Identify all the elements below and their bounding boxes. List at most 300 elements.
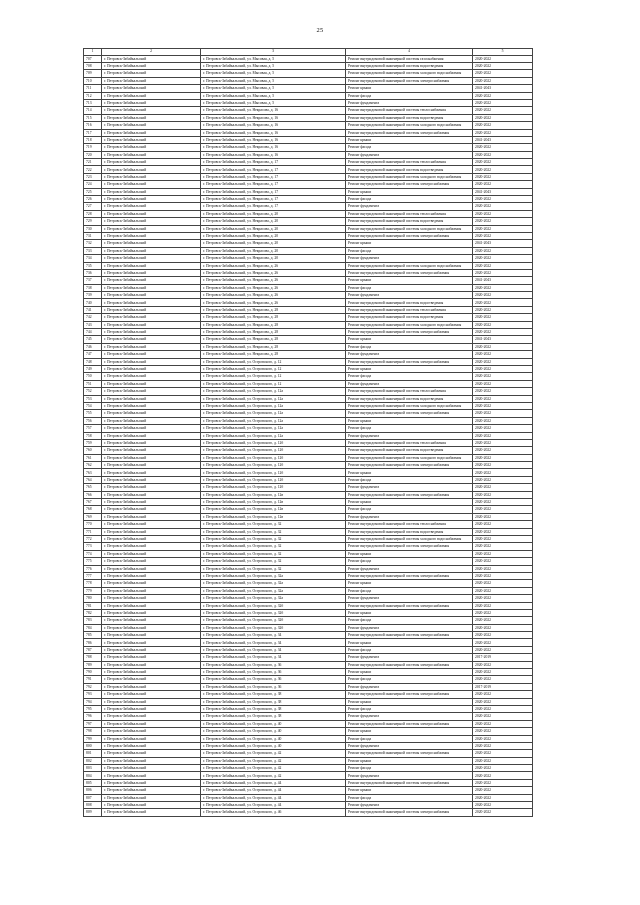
row-number-cell: 762: [84, 462, 102, 469]
address-cell: г. Петровск-Забайкальский, ул. Некрасова, д. 28: [201, 321, 346, 328]
address-cell: г. Петровск-Забайкальский, ул. Островского, д. 12а: [201, 395, 346, 402]
row-number-cell: 801: [84, 750, 102, 757]
table-row: [84, 181, 533, 188]
address-cell: г. Петровск-Забайкальский, ул. Некрасова, д. 20: [201, 247, 346, 254]
address-cell: г. Петровск-Забайкальский, ул. Некрасова, д. 20: [201, 255, 346, 262]
address-cell: г. Петровск-Забайкальский, ул. Островского, д. 12в: [201, 499, 346, 506]
period-cell: 2020-2022: [473, 639, 533, 646]
address-cell: г. Петровск-Забайкальский, ул. Островского, д. 34: [201, 646, 346, 653]
period-cell: 2020-2022: [473, 565, 533, 572]
row-number-cell: 796: [84, 713, 102, 720]
work-type-cell: Ремонт внутридомовой инженерной системы электроснабжения: [346, 129, 473, 136]
table-row: [84, 550, 533, 557]
table-row: [84, 306, 533, 313]
work-type-cell: Ремонт фасада: [346, 373, 473, 380]
municipality-cell: г. Петровск-Забайкальский: [102, 181, 201, 188]
row-number-cell: 757: [84, 425, 102, 432]
work-type-cell: Ремонт внутридомовой инженерной системы электроснабжения: [346, 632, 473, 639]
address-cell: г. Петровск-Забайкальский, ул. Мысовая, д. 5: [201, 70, 346, 77]
address-cell: г. Петровск-Забайкальский, ул. Островского, д. 44: [201, 794, 346, 801]
table-row: [84, 247, 533, 254]
period-cell: 2020-2022: [473, 351, 533, 358]
column-header-address: 3: [201, 49, 346, 56]
municipality-cell: г. Петровск-Забайкальский: [102, 528, 201, 535]
work-type-cell: Ремонт внутридомовой инженерной системы теплоснабжения: [346, 210, 473, 217]
address-cell: г. Петровск-Забайкальский, ул. Островского, д. 46: [201, 809, 346, 816]
work-type-cell: Ремонт внутридомовой инженерной системы водоотведения: [346, 62, 473, 69]
work-type-cell: Ремонт внутридомовой инженерной системы теплоснабжения: [346, 306, 473, 313]
municipality-cell: г. Петровск-Забайкальский: [102, 484, 201, 491]
work-type-cell: Ремонт крыши: [346, 188, 473, 195]
work-type-cell: Ремонт крыши: [346, 698, 473, 705]
period-cell: 2020-2022: [473, 469, 533, 476]
period-cell: 2020-2022: [473, 454, 533, 461]
municipality-cell: г. Петровск-Забайкальский: [102, 720, 201, 727]
period-cell: 2020-2022: [473, 728, 533, 735]
period-cell: 2020-2022: [473, 558, 533, 565]
table-row: [84, 683, 533, 690]
municipality-cell: г. Петровск-Забайкальский: [102, 255, 201, 262]
work-type-cell: Ремонт внутридомовой инженерной системы холодного водоснабжения: [346, 535, 473, 542]
address-cell: г. Петровск-Забайкальский, ул. Островского, д. 12б: [201, 484, 346, 491]
row-number-cell: 791: [84, 676, 102, 683]
period-cell: 2017-2019: [473, 654, 533, 661]
period-cell: 2020-2022: [473, 306, 533, 313]
work-type-cell: Ремонт фасада: [346, 617, 473, 624]
row-number-cell: 779: [84, 587, 102, 594]
row-number-cell: 755: [84, 410, 102, 417]
address-cell: г. Петровск-Забайкальский, ул. Некрасова, д. 28: [201, 351, 346, 358]
address-cell: г. Петровск-Забайкальский, ул. Некрасова, д. 26: [201, 269, 346, 276]
row-number-cell: 723: [84, 173, 102, 180]
period-cell: 2020-2022: [473, 765, 533, 772]
period-cell: 2041-2043: [473, 240, 533, 247]
work-type-cell: Ремонт фундамента: [346, 683, 473, 690]
address-cell: г. Петровск-Забайкальский, ул. Островского, д. 12б: [201, 469, 346, 476]
period-cell: 2020-2022: [473, 676, 533, 683]
period-cell: 2020-2022: [473, 166, 533, 173]
row-number-cell: 720: [84, 151, 102, 158]
work-type-cell: Ремонт фундамента: [346, 513, 473, 520]
work-type-cell: Ремонт внутридомовой инженерной системы электроснабжения: [346, 750, 473, 757]
municipality-cell: г. Петровск-Забайкальский: [102, 351, 201, 358]
municipality-cell: г. Петровск-Забайкальский: [102, 388, 201, 395]
address-cell: г. Петровск-Забайкальский, ул. Некрасова, д. 20: [201, 232, 346, 239]
municipality-cell: г. Петровск-Забайкальский: [102, 62, 201, 69]
address-cell: г. Петровск-Забайкальский, ул. Островского, д. 44: [201, 787, 346, 794]
work-type-cell: Ремонт внутридомовой инженерной системы водоотведения: [346, 114, 473, 121]
row-number-cell: 765: [84, 484, 102, 491]
work-type-cell: Ремонт крыши: [346, 728, 473, 735]
row-number-cell: 710: [84, 77, 102, 84]
table-row: [84, 159, 533, 166]
period-cell: 2020-2022: [473, 735, 533, 742]
municipality-cell: г. Петровск-Забайкальский: [102, 661, 201, 668]
work-type-cell: Ремонт фундамента: [346, 292, 473, 299]
work-type-cell: Ремонт крыши: [346, 639, 473, 646]
row-number-cell: 759: [84, 439, 102, 446]
municipality-cell: г. Петровск-Забайкальский: [102, 632, 201, 639]
address-cell: г. Петровск-Забайкальский, ул. Островского, д. 32а: [201, 572, 346, 579]
address-cell: г. Петровск-Забайкальский, ул. Островского, д. 42: [201, 750, 346, 757]
row-number-cell: 726: [84, 196, 102, 203]
table-row: [84, 62, 533, 69]
address-cell: г. Петровск-Забайкальский, ул. Некрасова, д. 17: [201, 196, 346, 203]
work-type-cell: Ремонт внутридомовой инженерной системы холодного водоснабжения: [346, 70, 473, 77]
municipality-cell: г. Петровск-Забайкальский: [102, 521, 201, 528]
work-type-cell: Ремонт внутридомовой инженерной системы газоснабжения: [346, 55, 473, 62]
period-cell: 2020-2022: [473, 447, 533, 454]
work-type-cell: Ремонт фундамента: [346, 380, 473, 387]
row-number-cell: 738: [84, 284, 102, 291]
row-number-cell: 712: [84, 92, 102, 99]
work-type-cell: Ремонт внутридомовой инженерной системы электроснабжения: [346, 572, 473, 579]
work-type-cell: Ремонт фундамента: [346, 713, 473, 720]
table-row: [84, 469, 533, 476]
municipality-cell: г. Петровск-Забайкальский: [102, 513, 201, 520]
address-cell: г. Петровск-Забайкальский, ул. Островского, д. 32: [201, 535, 346, 542]
row-number-cell: 733: [84, 247, 102, 254]
work-type-cell: Ремонт фасада: [346, 794, 473, 801]
municipality-cell: г. Петровск-Забайкальский: [102, 639, 201, 646]
municipality-cell: г. Петровск-Забайкальский: [102, 99, 201, 106]
municipality-cell: г. Петровск-Забайкальский: [102, 757, 201, 764]
row-number-cell: 761: [84, 454, 102, 461]
period-cell: 2020-2022: [473, 218, 533, 225]
work-type-cell: Ремонт фундамента: [346, 432, 473, 439]
work-type-cell: Ремонт фундамента: [346, 742, 473, 749]
period-cell: 2020-2022: [473, 92, 533, 99]
table-row: [84, 499, 533, 506]
row-number-cell: 792: [84, 683, 102, 690]
address-cell: г. Петровск-Забайкальский, ул. Островского, д. 32: [201, 565, 346, 572]
period-cell: 2020-2022: [473, 521, 533, 528]
address-cell: г. Петровск-Забайкальский, ул. Островского, д. 12: [201, 373, 346, 380]
work-type-cell: Ремонт внутридомовой инженерной системы электроснабжения: [346, 329, 473, 336]
work-type-cell: Ремонт фундамента: [346, 654, 473, 661]
municipality-cell: г. Петровск-Забайкальский: [102, 624, 201, 631]
period-cell: 2020-2022: [473, 617, 533, 624]
period-cell: 2041-2043: [473, 85, 533, 92]
column-header-period: 5: [473, 49, 533, 56]
table-row: [84, 395, 533, 402]
address-cell: г. Петровск-Забайкальский, ул. Островского, д. 32а: [201, 580, 346, 587]
work-type-cell: Ремонт крыши: [346, 417, 473, 424]
table-row: [84, 196, 533, 203]
period-cell: 2020-2022: [473, 506, 533, 513]
row-number-cell: 760: [84, 447, 102, 454]
row-number-cell: 773: [84, 543, 102, 550]
row-number-cell: 725: [84, 188, 102, 195]
address-cell: г. Петровск-Забайкальский, ул. Островского, д. 12б: [201, 447, 346, 454]
row-number-cell: 798: [84, 728, 102, 735]
municipality-cell: г. Петровск-Забайкальский: [102, 358, 201, 365]
row-number-cell: 806: [84, 787, 102, 794]
municipality-cell: г. Петровск-Забайкальский: [102, 580, 201, 587]
municipality-cell: г. Петровск-Забайкальский: [102, 794, 201, 801]
municipality-cell: г. Петровск-Забайкальский: [102, 173, 201, 180]
municipality-cell: г. Петровск-Забайкальский: [102, 402, 201, 409]
work-type-cell: Ремонт фасада: [346, 765, 473, 772]
period-cell: 2020-2022: [473, 462, 533, 469]
work-type-cell: Ремонт внутридомовой инженерной системы водоотведения: [346, 218, 473, 225]
work-type-cell: Ремонт внутридомовой инженерной системы электроснабжения: [346, 661, 473, 668]
period-cell: 2020-2022: [473, 159, 533, 166]
address-cell: г. Петровск-Забайкальский, ул. Некрасова, д. 28: [201, 343, 346, 350]
address-cell: г. Петровск-Забайкальский, ул. Некрасова, д. 17: [201, 181, 346, 188]
address-cell: г. Петровск-Забайкальский, ул. Островского, д. 40: [201, 742, 346, 749]
address-cell: г. Петровск-Забайкальский, ул. Островского, д. 12в: [201, 491, 346, 498]
work-type-cell: Ремонт крыши: [346, 336, 473, 343]
row-number-cell: 777: [84, 572, 102, 579]
period-cell: 2020-2022: [473, 321, 533, 328]
address-cell: г. Петровск-Забайкальский, ул. Островского, д. 38: [201, 691, 346, 698]
address-cell: г. Петровск-Забайкальский, ул. Некрасова, д. 28: [201, 336, 346, 343]
row-number-cell: 790: [84, 669, 102, 676]
address-cell: г. Петровск-Забайкальский, ул. Некрасова, д. 16: [201, 136, 346, 143]
address-cell: г. Петровск-Забайкальский, ул. Островского, д. 32б: [201, 624, 346, 631]
row-number-cell: 802: [84, 757, 102, 764]
municipality-cell: г. Петровск-Забайкальский: [102, 188, 201, 195]
row-number-cell: 800: [84, 742, 102, 749]
table-row: [84, 55, 533, 62]
table-row: [84, 646, 533, 653]
municipality-cell: г. Петровск-Забайкальский: [102, 269, 201, 276]
period-cell: 2020-2022: [473, 543, 533, 550]
municipality-cell: г. Петровск-Забайкальский: [102, 447, 201, 454]
municipality-cell: г. Петровск-Забайкальский: [102, 196, 201, 203]
period-cell: 2020-2022: [473, 632, 533, 639]
work-type-cell: Ремонт внутридомовой инженерной системы теплоснабжения: [346, 107, 473, 114]
municipality-cell: г. Петровск-Забайкальский: [102, 765, 201, 772]
row-number-cell: 709: [84, 70, 102, 77]
work-type-cell: Ремонт фасада: [346, 676, 473, 683]
address-cell: г. Петровск-Забайкальский, ул. Островского, д. 32: [201, 543, 346, 550]
period-cell: 2041-2043: [473, 188, 533, 195]
period-cell: 2020-2022: [473, 380, 533, 387]
address-cell: г. Петровск-Забайкальский, ул. Островского, д. 12: [201, 366, 346, 373]
period-cell: 2020-2022: [473, 425, 533, 432]
municipality-cell: г. Петровск-Забайкальский: [102, 144, 201, 151]
table-row: [84, 136, 533, 143]
column-header-work-type: 4: [346, 49, 473, 56]
municipality-cell: г. Петровск-Забайкальский: [102, 151, 201, 158]
period-cell: 2020-2022: [473, 705, 533, 712]
municipality-cell: г. Петровск-Забайкальский: [102, 669, 201, 676]
address-cell: г. Петровск-Забайкальский, ул. Некрасова, д. 20: [201, 218, 346, 225]
table-row: [84, 624, 533, 631]
row-number-cell: 781: [84, 602, 102, 609]
address-cell: г. Петровск-Забайкальский, ул. Некрасова, д. 17: [201, 188, 346, 195]
row-number-cell: 714: [84, 107, 102, 114]
table-row: [84, 720, 533, 727]
row-number-cell: 783: [84, 617, 102, 624]
table-row: [84, 240, 533, 247]
address-cell: г. Петровск-Забайкальский, ул. Островского, д. 12б: [201, 476, 346, 483]
row-number-cell: 752: [84, 388, 102, 395]
row-number-cell: 743: [84, 321, 102, 328]
period-cell: 2020-2022: [473, 77, 533, 84]
work-type-cell: Ремонт фасада: [346, 646, 473, 653]
municipality-cell: г. Петровск-Забайкальский: [102, 410, 201, 417]
period-cell: 2020-2022: [473, 269, 533, 276]
municipality-cell: г. Петровск-Забайкальский: [102, 565, 201, 572]
table-row: [84, 595, 533, 602]
table-row: [84, 794, 533, 801]
address-cell: г. Петровск-Забайкальский, ул. Островского, д. 36: [201, 661, 346, 668]
period-cell: 2020-2022: [473, 314, 533, 321]
period-cell: 2020-2022: [473, 144, 533, 151]
period-cell: 2020-2022: [473, 262, 533, 269]
municipality-cell: г. Петровск-Забайкальский: [102, 728, 201, 735]
municipality-cell: г. Петровск-Забайкальский: [102, 499, 201, 506]
municipality-cell: г. Петровск-Забайкальский: [102, 321, 201, 328]
work-type-cell: Ремонт внутридомовой инженерной системы электроснабжения: [346, 410, 473, 417]
address-cell: г. Петровск-Забайкальский, ул. Островского, д. 32а: [201, 595, 346, 602]
work-type-cell: Ремонт крыши: [346, 499, 473, 506]
work-type-cell: Ремонт фасада: [346, 587, 473, 594]
row-number-cell: 748: [84, 358, 102, 365]
work-type-cell: Ремонт крыши: [346, 757, 473, 764]
work-type-cell: Ремонт фасада: [346, 558, 473, 565]
period-cell: 2020-2022: [473, 787, 533, 794]
municipality-cell: г. Петровск-Забайкальский: [102, 439, 201, 446]
period-cell: 2020-2022: [473, 181, 533, 188]
period-cell: 2020-2022: [473, 196, 533, 203]
table-row: [84, 802, 533, 809]
table-row: [84, 380, 533, 387]
work-type-cell: Ремонт фасада: [346, 705, 473, 712]
table-row: [84, 292, 533, 299]
row-number-cell: 758: [84, 432, 102, 439]
table-row: [84, 232, 533, 239]
work-type-cell: Ремонт фасада: [346, 284, 473, 291]
table-row: [84, 639, 533, 646]
row-number-cell: 794: [84, 698, 102, 705]
row-number-cell: 739: [84, 292, 102, 299]
municipality-cell: г. Петровск-Забайкальский: [102, 225, 201, 232]
work-type-cell: Ремонт внутридомовой инженерной системы холодного водоснабжения: [346, 262, 473, 269]
address-cell: г. Петровск-Забайкальский, ул. Островского, д. 12а: [201, 425, 346, 432]
work-type-cell: Ремонт внутридомовой инженерной системы электроснабжения: [346, 809, 473, 816]
address-cell: г. Петровск-Забайкальский, ул. Островского, д. 40: [201, 735, 346, 742]
address-cell: г. Петровск-Забайкальский, ул. Островского, д. 42: [201, 765, 346, 772]
work-type-cell: Ремонт внутридомовой инженерной системы теплоснабжения: [346, 388, 473, 395]
period-cell: 2020-2022: [473, 550, 533, 557]
address-cell: г. Петровск-Забайкальский, ул. Островского, д. 32а: [201, 587, 346, 594]
address-cell: г. Петровск-Забайкальский, ул. Островского, д. 44: [201, 779, 346, 786]
address-cell: г. Петровск-Забайкальский, ул. Островского, д. 32б: [201, 617, 346, 624]
municipality-cell: г. Петровск-Забайкальский: [102, 292, 201, 299]
period-cell: 2020-2022: [473, 292, 533, 299]
work-type-cell: Ремонт крыши: [346, 609, 473, 616]
municipality-cell: г. Петровск-Забайкальский: [102, 787, 201, 794]
table-row: [84, 535, 533, 542]
table-row: [84, 129, 533, 136]
period-cell: 2020-2022: [473, 772, 533, 779]
table-row: [84, 366, 533, 373]
table-row: [84, 432, 533, 439]
work-type-cell: Ремонт внутридомовой инженерной системы теплоснабжения: [346, 521, 473, 528]
municipality-cell: г. Петровск-Забайкальский: [102, 218, 201, 225]
row-number-cell: 787: [84, 646, 102, 653]
work-type-cell: Ремонт фасада: [346, 735, 473, 742]
address-cell: г. Петровск-Забайкальский, ул. Мысовая, д. 5: [201, 62, 346, 69]
row-number-cell: 809: [84, 809, 102, 816]
table-row: [84, 491, 533, 498]
table-row: [84, 676, 533, 683]
period-cell: 2020-2022: [473, 587, 533, 594]
period-cell: 2020-2022: [473, 742, 533, 749]
address-cell: г. Петровск-Забайкальский, ул. Островского, д. 42: [201, 757, 346, 764]
row-number-cell: 804: [84, 772, 102, 779]
row-number-cell: 753: [84, 395, 102, 402]
row-number-cell: 730: [84, 225, 102, 232]
address-cell: г. Петровск-Забайкальский, ул. Некрасова, д. 20: [201, 225, 346, 232]
table-row: [84, 705, 533, 712]
row-number-cell: 728: [84, 210, 102, 217]
table-row: [84, 314, 533, 321]
period-cell: 2020-2022: [473, 580, 533, 587]
work-type-cell: Ремонт крыши: [346, 669, 473, 676]
table-row: [84, 447, 533, 454]
municipality-cell: г. Петровск-Забайкальский: [102, 683, 201, 690]
row-number-cell: 735: [84, 262, 102, 269]
period-cell: 2020-2022: [473, 373, 533, 380]
municipality-cell: г. Петровск-Забайкальский: [102, 159, 201, 166]
table-row: [84, 779, 533, 786]
address-cell: г. Петровск-Забайкальский, ул. Островского, д. 32: [201, 521, 346, 528]
row-number-cell: 744: [84, 329, 102, 336]
municipality-cell: г. Петровск-Забайкальский: [102, 617, 201, 624]
address-cell: г. Петровск-Забайкальский, ул. Островского, д. 12а: [201, 402, 346, 409]
work-type-cell: Ремонт фасада: [346, 343, 473, 350]
address-cell: г. Петровск-Забайкальский, ул. Островского, д. 12: [201, 358, 346, 365]
period-cell: 2020-2022: [473, 432, 533, 439]
address-cell: г. Петровск-Забайкальский, ул. Островского, д. 38: [201, 713, 346, 720]
row-number-cell: 776: [84, 565, 102, 572]
municipality-cell: г. Петровск-Забайкальский: [102, 742, 201, 749]
row-number-cell: 786: [84, 639, 102, 646]
table-row: [84, 284, 533, 291]
table-row: [84, 388, 533, 395]
municipality-cell: г. Петровск-Забайкальский: [102, 299, 201, 306]
work-type-cell: Ремонт крыши: [346, 136, 473, 143]
row-number-cell: 756: [84, 417, 102, 424]
period-cell: 2020-2022: [473, 669, 533, 676]
table-row: [84, 742, 533, 749]
row-number-cell: 750: [84, 373, 102, 380]
address-cell: г. Петровск-Забайкальский, ул. Мысовая, д. 5: [201, 99, 346, 106]
address-cell: г. Петровск-Забайкальский, ул. Островского, д. 12а: [201, 417, 346, 424]
work-type-cell: Ремонт фасада: [346, 425, 473, 432]
municipality-cell: г. Петровск-Забайкальский: [102, 491, 201, 498]
municipality-cell: г. Петровск-Забайкальский: [102, 240, 201, 247]
table-row: [84, 462, 533, 469]
table-row: [84, 728, 533, 735]
municipality-cell: г. Петровск-Забайкальский: [102, 462, 201, 469]
period-cell: 2020-2022: [473, 713, 533, 720]
work-type-cell: Ремонт внутридомовой инженерной системы электроснабжения: [346, 269, 473, 276]
municipality-cell: г. Петровск-Забайкальский: [102, 136, 201, 143]
table-row: [84, 521, 533, 528]
table-row: [84, 757, 533, 764]
municipality-cell: г. Петровск-Забайкальский: [102, 262, 201, 269]
table-row: [84, 787, 533, 794]
row-number-cell: 799: [84, 735, 102, 742]
municipality-cell: г. Петровск-Забайкальский: [102, 691, 201, 698]
column-header-number: 1: [84, 49, 102, 56]
